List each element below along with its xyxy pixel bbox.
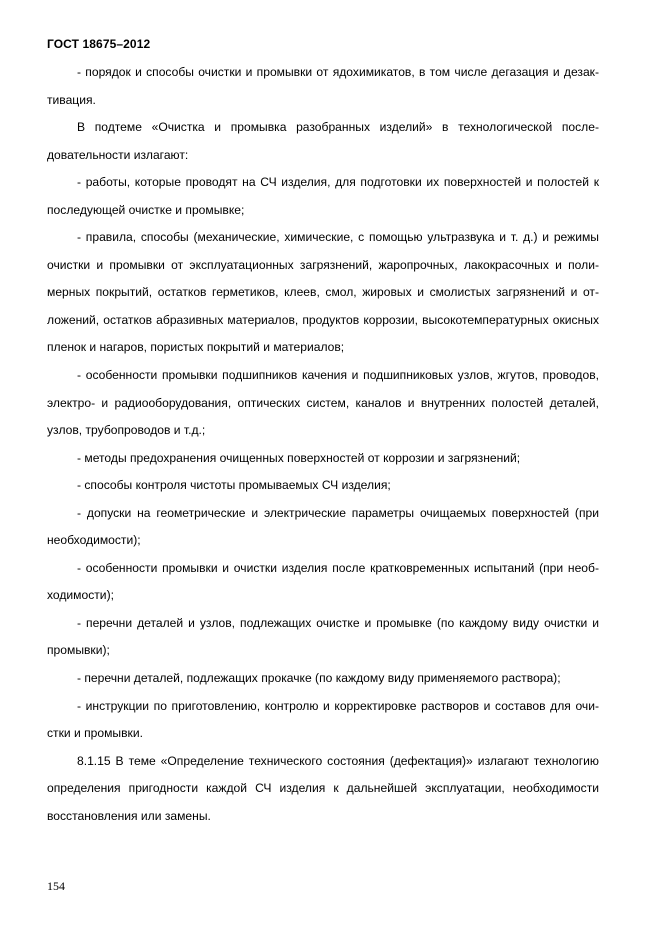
list-item-post-test-washing: - особенности промывки и очистки изделия после кратковременных испытаний (при необходимости); [47, 560, 599, 603]
paragraph-subtopic-intro: В подтеме «Очистка и промывка разобранных изделий» в технологической последовательности излагают: [47, 120, 599, 162]
list-item-corrosion-protection: - методы предохранения очищенных поверхностей от коррозии и загрязнений; [77, 450, 521, 465]
document-code-header: ГОСТ 18675–2012 [47, 37, 151, 51]
page-number: 154 [47, 879, 65, 893]
list-item-bearing-washing: - особенности промывки подшипников качения и подшипниковых узлов, жгутов, проводов, электро- и радиооборудования, оптических систем, каналов и внутренних полостей деталей, узлов, трубопроводов и т.д.; [47, 368, 599, 438]
body-text [47, 59, 599, 830]
list-item-cleanliness-control: - способы контроля чистоты промываемых СЧ изделия; [77, 478, 391, 493]
list-item-parts-for-cleaning: - перечни деталей и узлов, подлежащих очистке и промывке (по каждому виду очистки и промывки); [47, 615, 599, 658]
paragraph-section-8-1-15: 8.1.15 В теме «Определение технического состояния (дефектация)» излагают технологию определения пригодности каждой СЧ изделия к дальнейшей эксплуатации, необходимости восстановления или замены. [47, 753, 599, 823]
list-item-preparation-works: - работы, которые проводят на СЧ изделия, для подготовки их поверхностей и полостей к последующей очистке и промывке; [47, 175, 599, 217]
list-item-parts-for-pumping: - перечни деталей, подлежащих прокачке (по каждому виду применяемого раствора); [77, 671, 561, 686]
list-item-tolerances: - допуски на геометрические и электрические параметры очищаемых поверхностей (при необходимости); [47, 505, 599, 548]
list-item-cleaning-rules: - правила, способы (механические, химические, с помощью ультразвука и т. д.) и режимы очистки и промывки от эксплуатационных загрязнений, жаропрочных, лакокрасочных и полимерных покрытий, остатков герметиков, клеев, смол, жировых и смолистых загрязнений и отложений, остатков абразивных материалов, продуктов коррозии, высокотемпературных окисных пленок и нагаров, пористых покрытий и материалов; [47, 230, 599, 355]
paragraph-decontamination: - порядок и способы очистки и промывки от ядохимикатов, в том числе дегазация и дезактивация. [47, 65, 599, 107]
list-item-solution-instructions: - инструкции по приготовлению, контролю и корректировке растворов и составов для очистки и промывки. [47, 698, 599, 741]
